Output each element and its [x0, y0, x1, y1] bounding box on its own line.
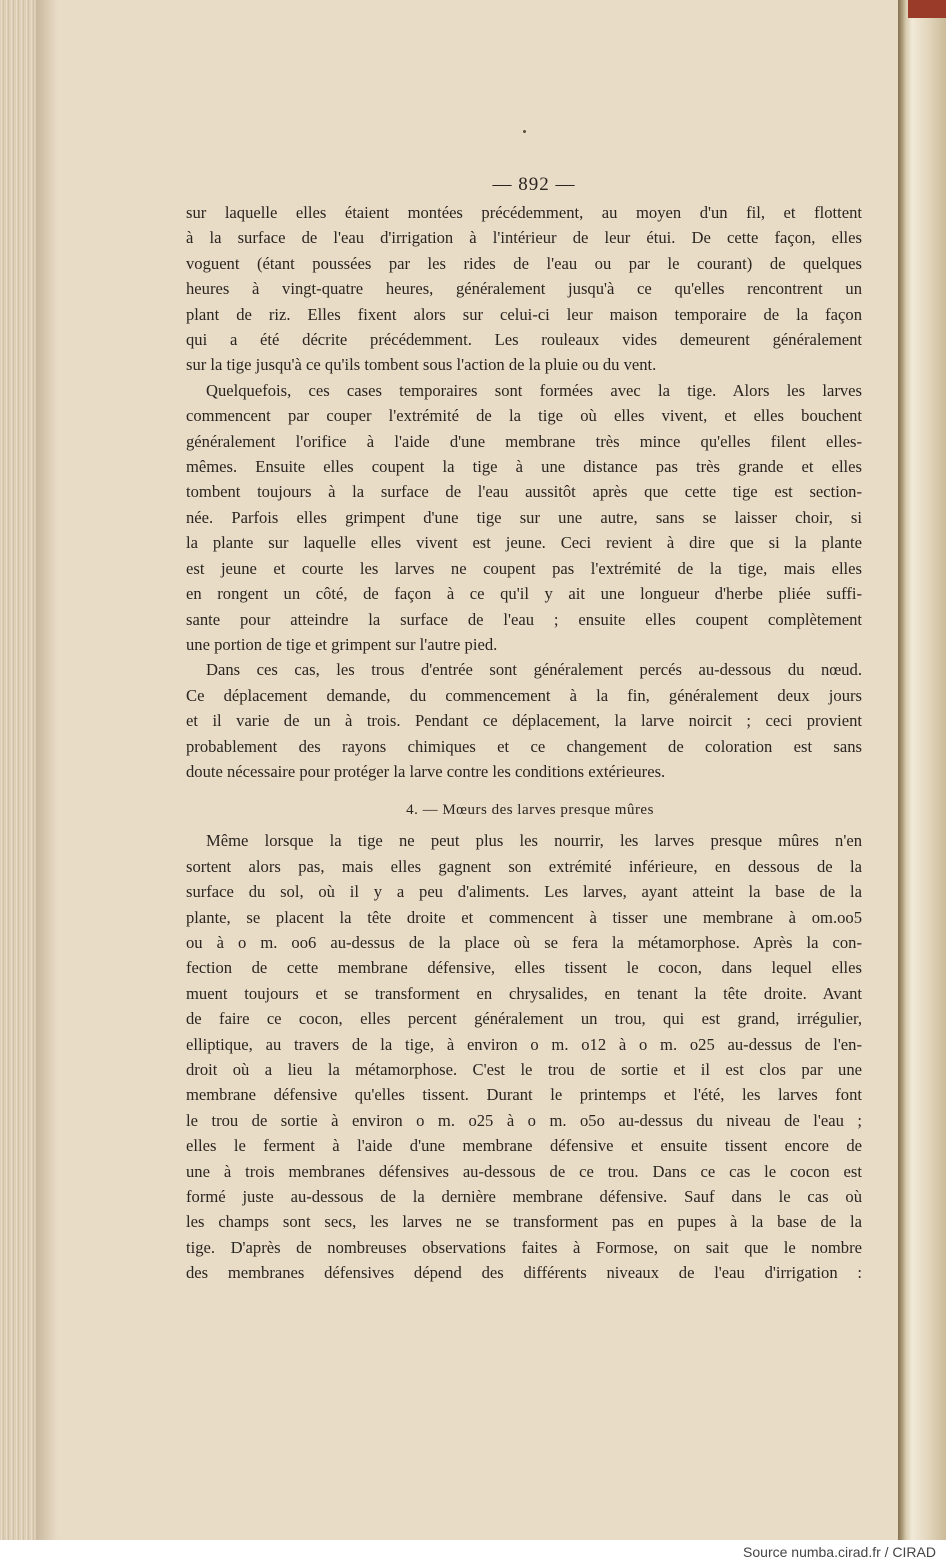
text-line: et il varie de un à trois. Pendant ce déplacement, la larve noircit ; ceci provient — [186, 711, 862, 731]
paragraph-3 — [186, 657, 862, 784]
text-line: plant de riz. Elles fixent alors sur celui-ci leur maison temporaire de la façon — [186, 304, 862, 324]
text-line: elles le ferment à l'aide d'une membrane défensive et ensuite tissent encore de — [186, 1136, 862, 1156]
text-line: droit où a lieu la métamorphose. C'est le trou de sortie et il est clos par une — [186, 1060, 862, 1079]
text-line: fection de cette membrane défensive, elles tissent le cocon, dans lequel elles — [186, 958, 862, 978]
text-line: sur la tige jusqu'à ce qu'ils tombent sous l'action de la pluie ou du vent. — [186, 355, 657, 375]
text-line: voguent (étant poussées par les rides de l'eau ou par le courant) de quelques — [186, 253, 862, 273]
text-line: sante pour atteindre la surface de l'eau ; ensuite elles coupent complètement — [186, 609, 862, 629]
text-line: la plante sur laquelle elles vivent est jeune. Ceci revient à dire que si la plante — [186, 533, 862, 553]
binding-shadow — [36, 0, 58, 1540]
text-line: à la surface de l'eau d'irrigation à l'intérieur de leur étui. De cette façon, elles — [186, 228, 862, 248]
text-line: une à trois membranes défensives au-dessous de ce trou. Dans ce cas le cocon est — [186, 1161, 862, 1181]
book-cover-corner — [908, 0, 946, 18]
text-line: sur laquelle elles étaient montées précédemment, au moyen d'un fil, et flottent — [186, 203, 862, 222]
text-line: probablement des rayons chimiques et ce changement de coloration est sans — [186, 736, 862, 756]
text-line: généralement l'orifice à l'aide d'une membrane très mince qu'elles filent elles- — [186, 431, 862, 451]
text-line: heures à vingt-quatre heures, généralement jusqu'à ce qu'elles rencontrent un — [186, 279, 862, 299]
text-line: qui a été décrite précédemment. Les rouleaux vides demeurent généralement — [186, 330, 862, 350]
text-line: les champs sont secs, les larves ne se transforment pas en pupes à la base de la — [186, 1212, 862, 1232]
text-line: Dans ces cas, les trous d'entrée sont généralement percés au-dessous du nœud. — [206, 660, 862, 680]
text-line: le trou de sortie à environ o m. o25 à o m. o5o au-dessus du niveau de l'eau ; — [186, 1110, 862, 1130]
text-line: tige. D'après de nombreuses observations faites à Formose, on sait que le nombre — [186, 1237, 862, 1257]
text-line: muent toujours et se transforment en chrysalides, en tenant la tête droite. Avant — [186, 983, 862, 1003]
text-line: née. Parfois elles grimpent d'une tige sur une autre, sans se laisser choir, si — [186, 507, 862, 527]
text-line: Même lorsque la tige ne peut plus les nourrir, les larves presque mûres n'en — [206, 831, 862, 851]
text-line: est jeune et courte les larves ne coupent pas l'extrémité de la tige, mais elles — [186, 558, 862, 578]
text-line: doute nécessaire pour protéger la larve contre les conditions extérieures. — [186, 761, 666, 781]
text-line: Ce déplacement demande, du commencement à la fin, généralement deux jours — [186, 685, 862, 705]
text-line: sortent alors pas, mais elles gagnent son extrémité inférieure, en dessous de la — [186, 856, 862, 876]
text-line: en rongent un côté, de façon à ce qu'il y ait une longueur d'herbe pliée suffi- — [186, 584, 862, 604]
page-number-header: — 892 — — [492, 174, 576, 195]
paragraph-1 — [186, 200, 862, 378]
text-line: Quelquefois, ces cases temporaires sont formées avec la tige. Alors les larves — [206, 380, 862, 400]
page-text-block — [186, 170, 862, 1286]
left-page-edges — [0, 0, 36, 1540]
text-line: commencent par couper l'extrémité de la tige où elles vivent, et elles bouchent — [186, 406, 862, 426]
footer-bar — [0, 1540, 946, 1566]
text-line: mêmes. Ensuite elles coupent la tige à une distance pas très grande et elles — [186, 457, 862, 477]
right-edge-shadow — [898, 0, 906, 1540]
source-credit: Source numba.cirad.fr / CIRAD — [743, 1544, 936, 1560]
text-line: de faire ce cocon, elles percent généralement un trou, qui est grand, irrégulier, — [186, 1009, 862, 1029]
text-line: formé juste au-dessous de la dernière membrane défensive. Sauf dans le cas où — [186, 1187, 862, 1207]
text-line: elliptique, au travers de la tige, à environ o m. o12 à o m. o25 au-dessus de l'en- — [186, 1034, 862, 1054]
text-line: ou à o m. oo6 au-dessus de la place où se fera la métamorphose. Après la con- — [186, 932, 862, 952]
paragraph-4 — [186, 828, 862, 1285]
ink-speck — [523, 130, 526, 133]
paragraph-2 — [186, 378, 862, 657]
section-heading: 4. — Mœurs des larves presque mûres — [406, 802, 654, 819]
text-line: surface du sol, où il y a peu d'aliments. Les larves, ayant atteint la base de la — [186, 882, 862, 902]
text-line: plante, se placent la tête droite et commencent à tisser une membrane à om.oo5 — [186, 907, 862, 927]
text-line: une portion de tige et grimpent sur l'autre pied. — [186, 634, 498, 654]
text-line: des membranes défensives dépend des différents niveaux de l'eau d'irrigation : — [186, 1263, 862, 1283]
text-line: tombent toujours à la surface de l'eau aussitôt après que cette tige est section- — [186, 482, 862, 502]
text-line: membrane défensive qu'elles tissent. Durant le printemps et l'été, les larves font — [186, 1085, 862, 1105]
